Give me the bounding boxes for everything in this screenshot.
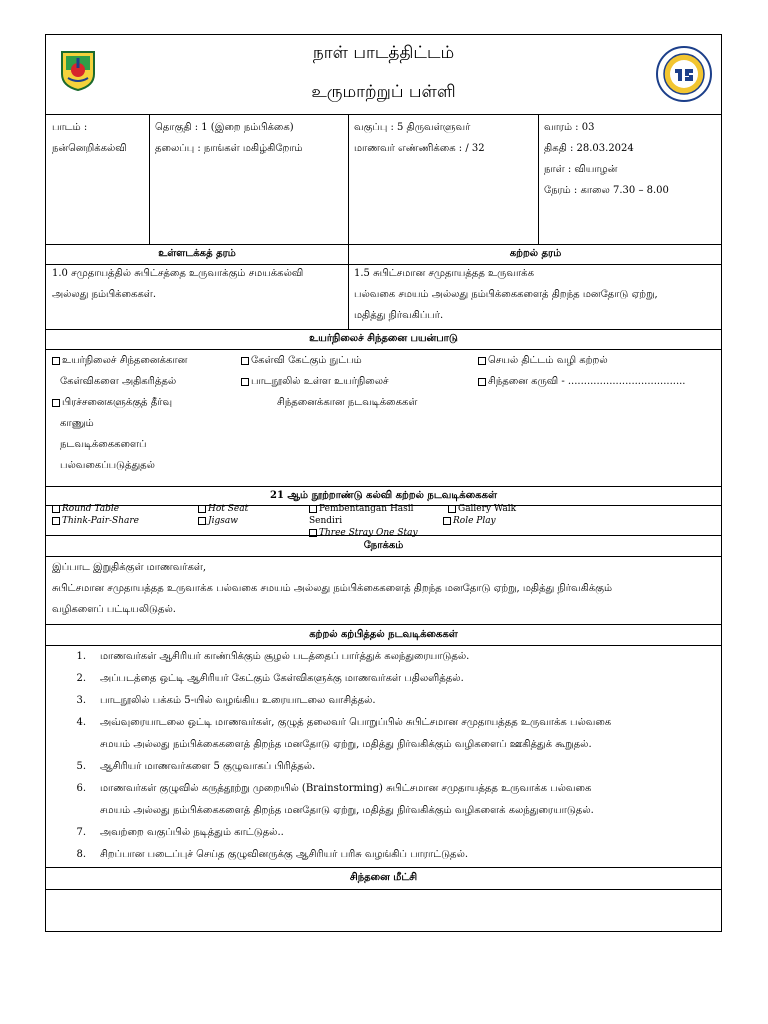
- pak21-column-3: [309, 503, 449, 539]
- subject-value: நன்னெறிக்கல்வி: [52, 143, 127, 154]
- hots-item: [478, 350, 718, 371]
- content-standard-line: அல்லது நம்பிக்கைகள்.: [52, 289, 157, 300]
- learning-standard-line: 1.5 சுபிட்சமான சமுதாயத்தத உருவாக்க: [354, 268, 534, 279]
- pak21-item-label: Hot Seat: [208, 504, 249, 514]
- pak21-item-label: Round Table: [62, 504, 120, 514]
- checkbox[interactable]: [52, 399, 60, 407]
- unit-text: தொகுதி : 1 (இறை நம்பிக்கை): [155, 122, 294, 133]
- activities-list: [46, 646, 721, 866]
- pak21-item: [198, 515, 298, 527]
- objective-header-row: [46, 536, 721, 557]
- pak21-heading: 21 ஆம் நூற்றாண்டு கல்வி கற்றல் நடவடிக்கைகள்: [270, 490, 497, 501]
- learning-standard-text: [354, 263, 719, 326]
- pak21-item: [448, 503, 548, 515]
- activity-number: 5.: [76, 761, 86, 772]
- unit-topic-cell: [155, 117, 345, 159]
- time-text: நேரம் : காலை 7.30 – 8.00: [544, 185, 669, 196]
- content-standard-line: 1.0 சமுதாயத்தில் சுபிட்சத்தை உருவாக்கும் சமயக்கல்வி: [52, 268, 304, 279]
- objective-content-row: [46, 557, 721, 625]
- pak21-item-label: Three Stray One Stay: [319, 528, 418, 538]
- activity-item: [46, 778, 721, 822]
- class-text: வகுப்பு : 5 திருவள்ளுவர்: [354, 122, 471, 133]
- activity-text: பாடநூலில் பக்கம் 5-யில் வழங்கிய உரையாடலை வாசித்தல்.: [100, 695, 376, 706]
- header-row: [46, 35, 721, 115]
- activity-number: 2.: [76, 673, 86, 684]
- checkbox[interactable]: [309, 505, 317, 513]
- activity-item: [46, 646, 721, 668]
- hots-item-label: கேள்வி கேட்கும் நுட்பம்: [251, 355, 362, 366]
- objective-line: வழிகளைப் பட்டியலிடுதல்.: [52, 604, 176, 615]
- standards-header-row: [46, 245, 721, 265]
- pak21-column-2: [198, 503, 298, 527]
- school-type-title: உருமாற்றுப் பள்ளி: [311, 82, 456, 102]
- transformation-seal-logo: [655, 45, 713, 103]
- checkbox[interactable]: [478, 378, 486, 386]
- pak21-column-1: [52, 503, 192, 527]
- checkbox[interactable]: [198, 505, 206, 513]
- activity-text: அவ்வுரையாடலை ஒட்டி மாணவர்கள், குழுத் தலைவர் பொறுப்பில் சுபிட்சமான சமுதாயத்தத உருவாக்க பல்வகை: [100, 717, 612, 728]
- objective-line: சுபிட்சமான சமுதாயத்தத உருவாக்க பல்வகை சமயம் அல்லது நம்பிக்கைகளைத் திறந்த மனதோடு ஏற்று, மதித்து நிர்வகிக்கும்: [52, 583, 613, 594]
- pak21-item: [309, 503, 449, 527]
- hots-header-row: [46, 330, 721, 350]
- hots-content-row: [46, 350, 721, 487]
- hots-item-label: பல்வகைப்படுத்துதல்: [60, 460, 155, 471]
- learning-standard-line: மதித்து நிர்வகிப்பர்.: [354, 310, 444, 321]
- activity-text: ஆசிரியர் மாணவர்களை 5 குழுவாகப் பிரித்தல்.: [100, 761, 316, 772]
- activity-item: [46, 756, 721, 778]
- checkbox[interactable]: [241, 357, 249, 365]
- student-count-text: மாணவர் எண்ணிக்கை : / 32: [354, 143, 485, 154]
- activities-content-row: [46, 646, 721, 868]
- activity-number: 7.: [76, 827, 86, 838]
- hots-item-label: பிரச்சனைகளுக்குத் தீர்வு: [62, 397, 173, 408]
- objective-text: [52, 557, 717, 620]
- date-text: திகதி : 28.03.2024: [544, 143, 634, 154]
- checkbox[interactable]: [52, 517, 60, 525]
- hots-column-2: [241, 350, 481, 413]
- pak21-item-label: Gallery Walk: [458, 504, 517, 514]
- activity-text: மாணவர்கள் ஆசிரியர் காண்பிக்கும் சூழல் படத்தைப் பார்த்துக் கலந்துரையாடுதல்.: [100, 651, 470, 662]
- hots-item: [52, 350, 237, 371]
- pak21-column-4: [448, 503, 548, 527]
- checkbox[interactable]: [448, 505, 456, 513]
- date-time-cell: [544, 117, 719, 201]
- learning-standard-line: பல்வகை சமயம் அல்லது நம்பிக்கைகளைத் திறந்த மனதோடு ஏற்று,: [354, 289, 658, 300]
- content-standard-heading: உள்ளடக்கத் தரம்: [158, 248, 236, 259]
- pak21-item-label: Jigsaw: [208, 516, 238, 526]
- pak21-item: [198, 503, 298, 515]
- activity-text: சமயம் அல்லது நம்பிக்கைகளைத் திறந்த மனதோடு ஏற்று, மதித்து நிர்வகிக்கும் வழிகளைக் கலந்துரையாடுதல்.: [100, 805, 594, 816]
- subject-label: பாடம் :: [52, 122, 88, 133]
- reflection-content-box[interactable]: [46, 890, 721, 933]
- pak21-item-label: Pembentangan Hasil Sendiri: [309, 504, 414, 526]
- checkbox[interactable]: [443, 517, 451, 525]
- info-row: [46, 115, 721, 245]
- pak21-item: [52, 515, 192, 527]
- activity-item: [46, 712, 721, 756]
- hots-item-label: உயர்நிலைச் சிந்தனைக்கான: [62, 355, 188, 366]
- hots-item-label: சிந்தனைக்கான நடவடிக்கைகள்: [277, 397, 418, 408]
- hots-item: [241, 350, 481, 371]
- checkbox[interactable]: [52, 505, 60, 513]
- hots-item-label: நடவடிக்கைகளைப்: [60, 439, 147, 450]
- activity-number: 4.: [76, 717, 86, 728]
- activity-item: [46, 822, 721, 844]
- hots-item: [241, 371, 481, 392]
- activity-text: சிறப்பான படைப்புச் செய்த குழுவினருக்கு ஆசிரியர் பரிசு வழங்கிப் பாராட்டுதல்.: [100, 849, 469, 860]
- pak21-item-label: Think-Pair-Share: [62, 516, 140, 526]
- activity-number: 1.: [76, 651, 86, 662]
- reflection-header-row: [46, 868, 721, 890]
- activity-text: அப்படத்தை ஒட்டி ஆசிரியர் கேட்கும் கேள்விகளுக்கு மாணவர்கள் பதிலளித்தல்.: [100, 673, 464, 684]
- hots-item: [478, 371, 718, 392]
- checkbox[interactable]: [52, 357, 60, 365]
- class-cell: [354, 117, 534, 159]
- pak21-items-row: [46, 506, 721, 536]
- checkbox[interactable]: [198, 517, 206, 525]
- activity-number: 6.: [76, 783, 86, 794]
- hots-item: [52, 392, 237, 413]
- hots-item-label: காணும்: [60, 418, 94, 429]
- checkbox[interactable]: [478, 357, 486, 365]
- activities-heading: கற்றல் கற்பித்தல் நடவடிக்கைகள்: [309, 629, 458, 640]
- activity-item: [46, 668, 721, 690]
- day-text: நாள் : வியாழன்: [544, 164, 618, 175]
- objective-line: இப்பாட இறுதிக்குள் மாணவர்கள்,: [52, 562, 207, 573]
- checkbox[interactable]: [241, 378, 249, 386]
- activity-text: மாணவர்கள் குழுவில் கருத்தூற்று முறையில் (Brainstorming) சுபிட்சமான சமுதாயத்தத உருவாக்க பல்வகை: [100, 783, 592, 794]
- hots-column-1: [52, 350, 237, 476]
- standards-content-row: [46, 265, 721, 330]
- week-text: வாரம் : 03: [544, 122, 595, 133]
- pak21-item-label: Role Play: [453, 516, 496, 526]
- hots-heading: உயர்நிலைச் சிந்தனை பயன்பாடு: [309, 333, 458, 344]
- hots-item-label: சிந்தனை கருவி - .....................................: [488, 376, 686, 387]
- hots-item-label: செயல் திட்டம் வழி கற்றல்: [488, 355, 608, 366]
- pak21-item: [443, 515, 548, 527]
- activity-number: 3.: [76, 695, 86, 706]
- hots-item-label: கேள்விகளை அதிகரித்தல்: [60, 376, 177, 387]
- hots-item-label: பாடநூலில் உள்ள உயர்நிலைச்: [251, 376, 389, 387]
- objective-heading: நோக்கம்: [363, 540, 404, 551]
- lesson-plan-table: [45, 34, 722, 932]
- topic-text: தலைப்பு : நாங்கள் மகிழ்கிறோம்: [155, 143, 303, 154]
- activity-item: [46, 690, 721, 712]
- subject-cell: [52, 117, 147, 159]
- content-standard-text: [52, 263, 342, 305]
- activity-number: 8.: [76, 849, 86, 860]
- activity-text: அவற்றை வகுப்பில் நடித்தும் காட்டுதல்..: [100, 827, 284, 838]
- activity-item: [46, 844, 721, 866]
- pak21-item: [52, 503, 192, 515]
- learning-standard-heading: கற்றல் தரம்: [509, 248, 562, 259]
- reflection-heading: சிந்தனை மீட்சி: [349, 872, 418, 883]
- activity-text: சமயம் அல்லது நம்பிக்கைகளைத் திறந்த மனதோடு ஏற்று, மதித்து நிர்வகிக்கும் வழிகளைப் ஊகித்துக் கூறுதல்.: [100, 739, 592, 750]
- activities-header-row: [46, 625, 721, 646]
- document-title: நாள் பாடத்திட்டம்: [312, 43, 455, 63]
- hots-column-3: [478, 350, 718, 392]
